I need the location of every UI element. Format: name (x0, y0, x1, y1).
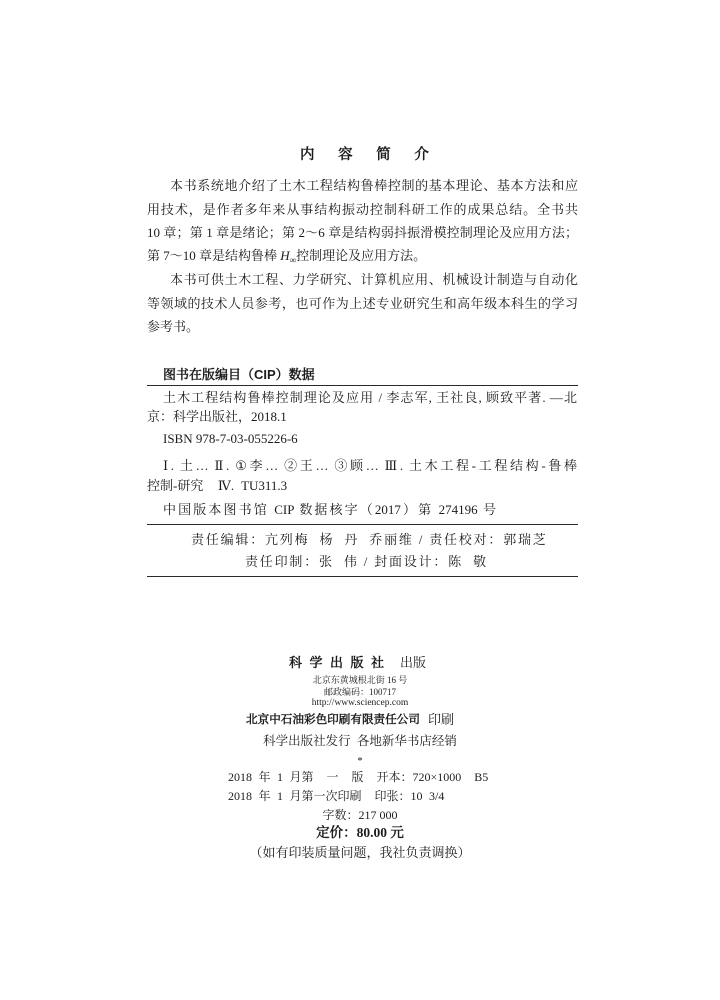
cip-top-rule (147, 385, 578, 386)
publisher-postcode: 邮政编码：100717 (323, 687, 396, 697)
cip-line-record-number: 中国版本图书馆 CIP 数据核字（2017）第 274196 号 (163, 502, 496, 517)
infinity-subscript: ∞ (289, 255, 297, 265)
credits-production: 责任印制：张 伟 / 封面设计：陈 敬 (245, 554, 488, 569)
cip-line-subjects: Ⅰ. 土… Ⅱ. ①李… ②王… ③顾… Ⅲ. 土木工程-工程结构-鲁棒 (163, 458, 577, 473)
edition-line: 2018 年 1 月第 一 版 开本：720×1000 B5 (228, 770, 489, 784)
price: 定价：80.00 元 (316, 825, 404, 840)
printer-suffix: 印刷 (428, 712, 455, 727)
summary-title: 内 容 简 介 (300, 147, 439, 163)
summary-paragraph1-line3: 10 章；第 1 章是绪论；第 2～6 章是结构弱抖振滑模控制理论及应用方法； (147, 225, 578, 240)
cip-line-isbn: ISBN 978-7-03-055226-6 (163, 431, 298, 446)
credits-editors: 责任编辑：亢列梅 杨 丹 乔丽维 / 责任校对：郭瑞芝 (191, 532, 548, 547)
summary-paragraph1-line2: 用技术，是作者多年来从事结构振动控制科研工作的成果总结。全书共 (147, 202, 578, 217)
cip-line-classification: 控制-研究 Ⅳ. TU311.3 (147, 478, 288, 493)
summary-line4-before: 第 7～10 章是结构鲁棒 (147, 248, 281, 263)
cip-bottom-rule (147, 524, 578, 525)
distribution-line: 科学出版社发行 各地新华书店经销 (263, 734, 457, 748)
summary-paragraph2-line1: 本书可供土木工程、力学研究、计算机应用、机械设计制造与自动化 (170, 272, 578, 287)
publisher-logotype: 科学出版社 (289, 655, 392, 670)
quality-notice: （如有印装质量问题，我社负责调换） (249, 845, 471, 860)
asterisk-separator: * (357, 755, 363, 767)
cip-heading: 图书在版编目（CIP）数据 (163, 367, 315, 382)
summary-paragraph2-line3: 参考书。 (147, 319, 200, 334)
cip-line-title: 土木工程结构鲁棒控制理论及应用 / 李志军, 王社良, 顾致平著. —北 (163, 390, 577, 405)
publisher-website: http://www.sciencep.com (311, 698, 409, 708)
publisher-suffix: 出版 (400, 655, 427, 670)
summary-line4-after: 控制理论及应用方法。 (296, 248, 427, 263)
summary-paragraph1-line1: 本书系统地介绍了土木工程结构鲁棒控制的基本理论、基本方法和应 (170, 178, 578, 193)
cip-line-publisher: 京：科学出版社，2018.1 (147, 409, 287, 424)
h-symbol: H (280, 248, 290, 263)
credits-bottom-rule (147, 576, 578, 577)
summary-paragraph1-line4 (147, 248, 426, 264)
summary-paragraph2-line2: 等领域的技术人员参考，也可作为上述专业研究生和高年级本科生的学习 (147, 296, 578, 311)
printing-line: 2018 年 1 月第一次印刷 印张：10 3/4 (228, 789, 445, 803)
word-count: 字数：217 000 (322, 808, 398, 822)
publisher-address: 北京东黄城根北街 16 号 (312, 675, 408, 685)
printer-name: 北京中石油彩色印刷有限责任公司 (246, 713, 420, 726)
